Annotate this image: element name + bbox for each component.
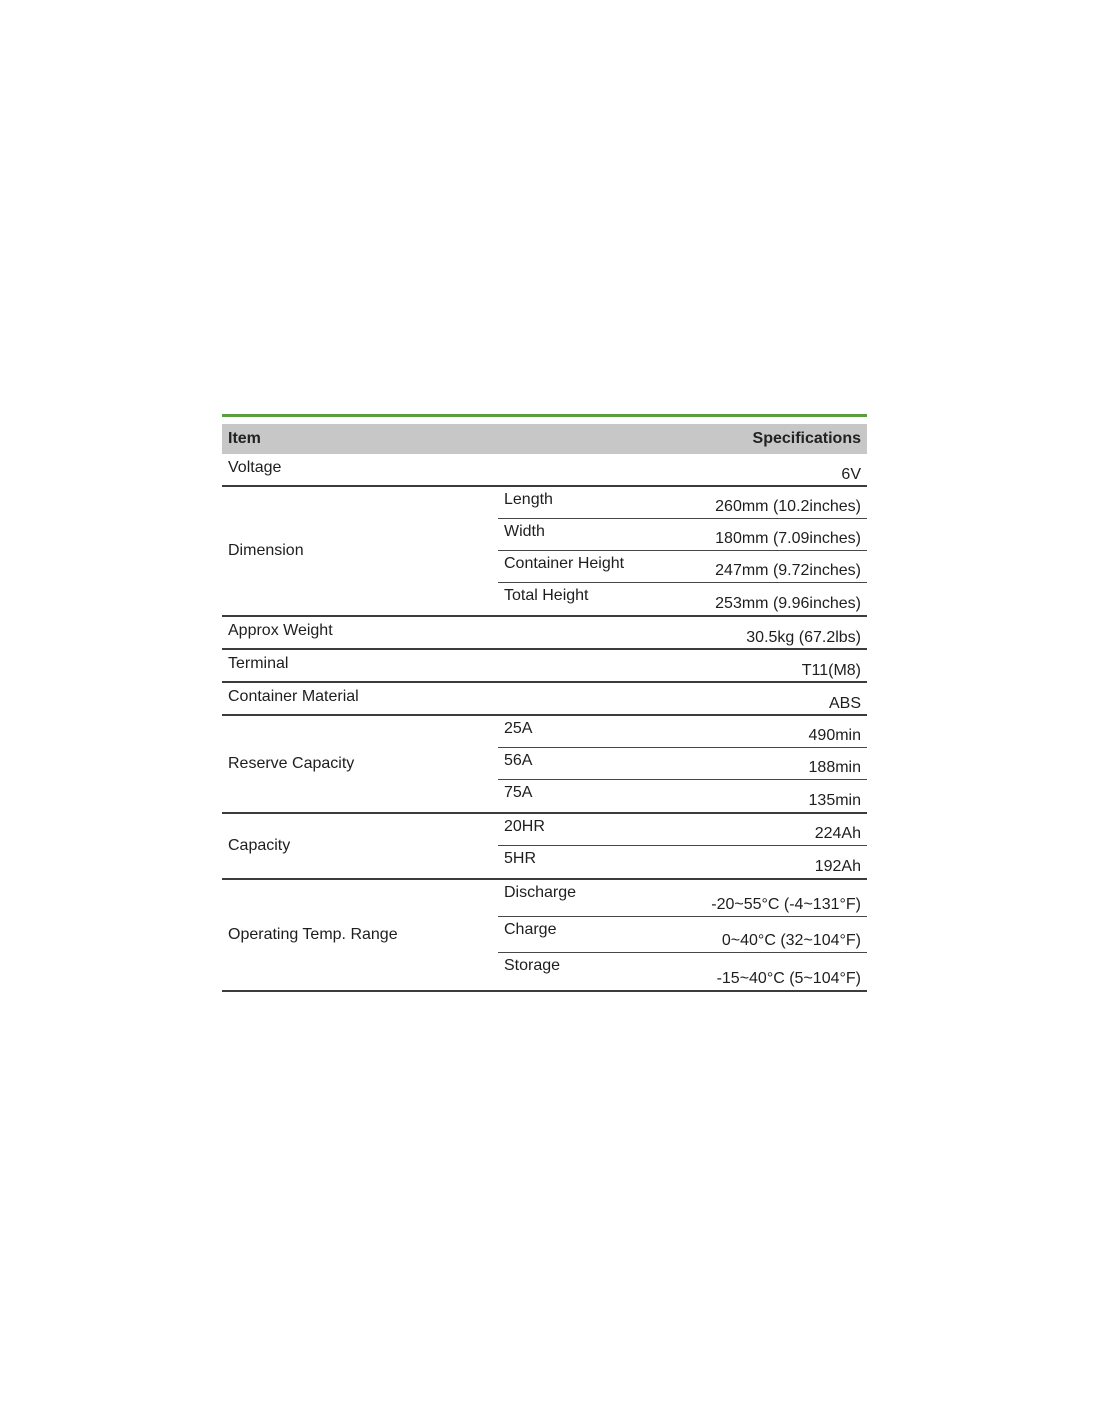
- sub-row-total-height: [498, 583, 867, 615]
- sub-label: Storage: [504, 957, 561, 974]
- sub-row-storage: [498, 953, 867, 990]
- sub-row-width: [498, 519, 867, 551]
- group-label: Capacity: [228, 837, 291, 854]
- sub-rows: [498, 716, 867, 812]
- sub-row-container-height: [498, 551, 867, 583]
- sub-row-25a: [498, 716, 867, 748]
- table-top-accent-bar: [222, 414, 867, 417]
- row-label: Approx Weight: [228, 622, 333, 639]
- sub-label: 20HR: [504, 818, 545, 835]
- row-dimension: [222, 487, 867, 617]
- sub-row-5hr: [498, 846, 867, 878]
- specifications-table: [222, 414, 867, 992]
- sub-value: 490min: [808, 727, 861, 744]
- header-item: Item: [228, 430, 261, 447]
- sub-value: 192Ah: [814, 858, 861, 875]
- row-operating-temp-range: [222, 880, 867, 992]
- sub-label: 25A: [504, 720, 533, 737]
- row-terminal: [222, 650, 867, 683]
- sub-rows: [498, 487, 867, 615]
- row-approx-weight: [222, 617, 867, 650]
- sub-label: Length: [504, 491, 553, 508]
- row-capacity: [222, 814, 867, 880]
- sub-value: -20~55°C (-4~131°F): [711, 895, 861, 913]
- sub-value: 224Ah: [814, 825, 861, 842]
- sub-row-discharge: [498, 880, 867, 917]
- sub-label: Discharge: [504, 884, 577, 901]
- sub-value: 260mm (10.2inches): [715, 498, 861, 515]
- sub-row-75a: [498, 780, 867, 812]
- sub-value: 180mm (7.09inches): [715, 530, 861, 547]
- sub-value: 247mm (9.72inches): [715, 562, 861, 579]
- sub-value: 253mm (9.96inches): [715, 595, 861, 612]
- row-label: Terminal: [228, 655, 289, 672]
- row-label: Container Material: [228, 688, 359, 705]
- table-header-row: [222, 424, 867, 454]
- sub-value: 0~40°C (32~104°F): [721, 932, 861, 949]
- sub-row-20hr: [498, 814, 867, 846]
- sub-value: 188min: [808, 759, 861, 776]
- sub-rows: [498, 880, 867, 990]
- sub-label: Container Height: [504, 555, 625, 572]
- sub-value: 135min: [808, 792, 861, 809]
- sub-value: -15~40°C (5~104°F): [716, 969, 861, 987]
- sub-label: 75A: [504, 784, 533, 801]
- sub-rows: [498, 814, 867, 878]
- sub-label: 5HR: [504, 850, 537, 867]
- group-label: Dimension: [228, 542, 304, 559]
- sub-row-charge: [498, 917, 867, 954]
- sub-label: Total Height: [504, 587, 589, 604]
- group-label: Operating Temp. Range: [228, 925, 398, 943]
- sub-row-length: [498, 487, 867, 519]
- sub-label: 56A: [504, 752, 533, 769]
- row-reserve-capacity: [222, 716, 867, 814]
- row-value: 6V: [841, 466, 861, 483]
- row-value: ABS: [828, 695, 861, 712]
- row-value: 30.5kg (67.2lbs): [746, 629, 861, 646]
- header-specifications: Specifications: [752, 430, 861, 447]
- sub-row-56a: [498, 748, 867, 780]
- row-voltage: [222, 454, 867, 487]
- row-value: T11(M8): [801, 662, 861, 679]
- group-label: Reserve Capacity: [228, 755, 355, 772]
- sub-label: Charge: [504, 920, 557, 938]
- row-label: Voltage: [228, 459, 282, 476]
- sub-label: Width: [504, 523, 545, 540]
- row-container-material: [222, 683, 867, 716]
